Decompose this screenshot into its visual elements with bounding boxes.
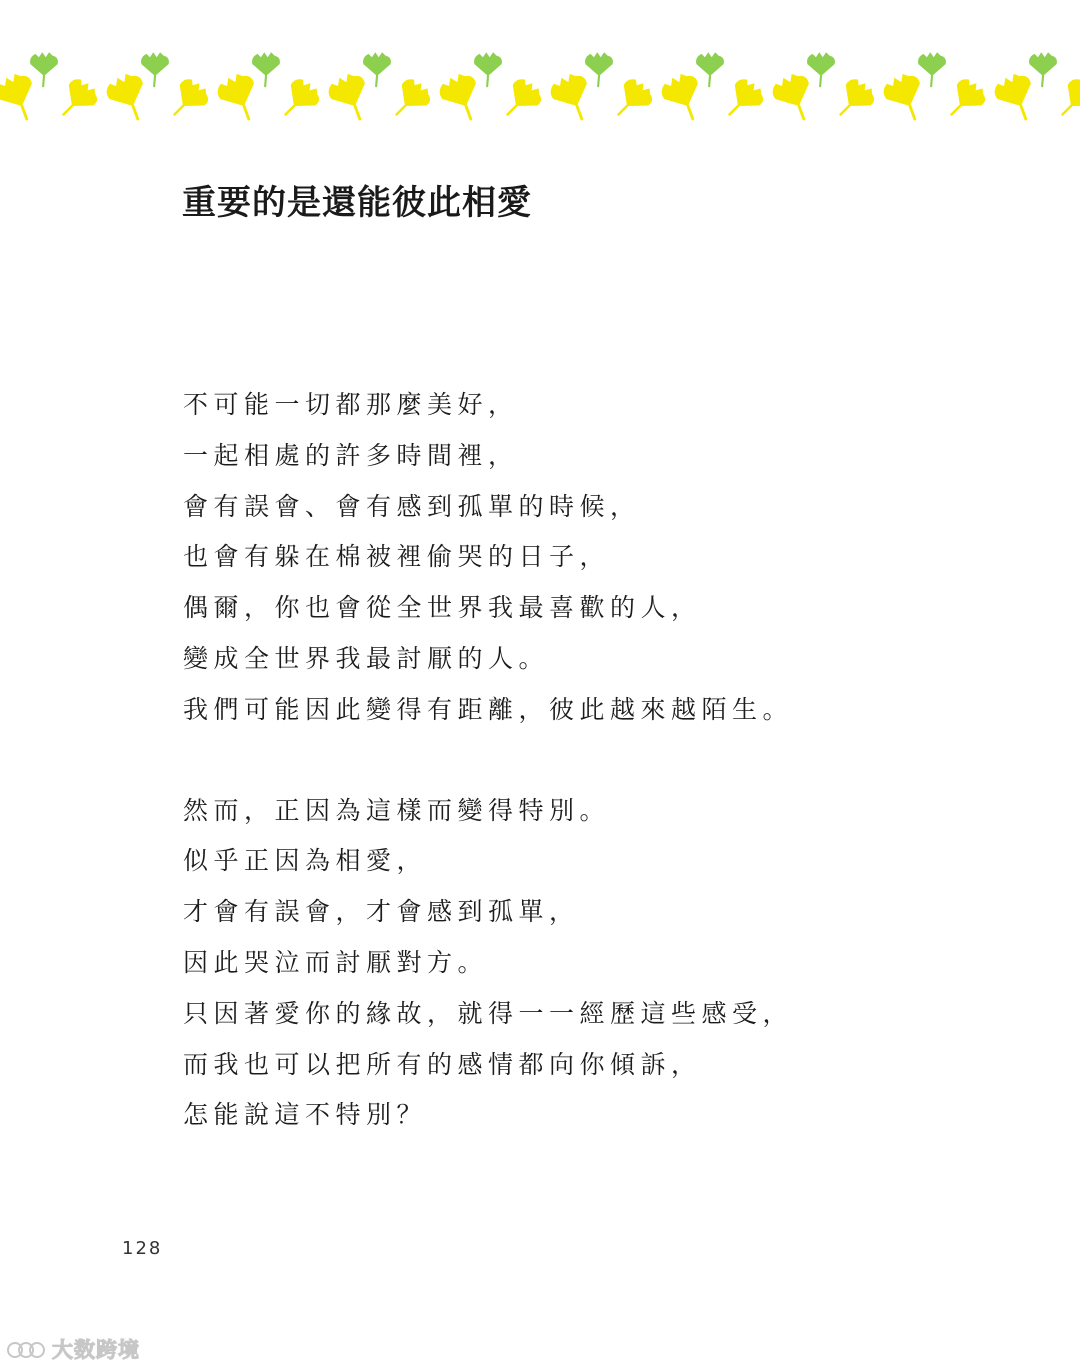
yellow-ginkgo-leaf-icon	[829, 74, 880, 126]
yellow-ginkgo-leaf-icon	[163, 74, 214, 126]
yellow-ginkgo-leaf-icon	[990, 69, 1044, 127]
green-ginkgo-leaf-icon	[696, 52, 724, 86]
poem-line: 只因著愛你的緣故，就得一一經歷這些感受，	[183, 998, 794, 1028]
poem-line: 然而，正因為這樣而變得特別。	[183, 795, 611, 825]
yellow-ginkgo-leaf-icon	[940, 74, 991, 126]
ginkgo-leaf-border	[0, 50, 1080, 140]
yellow-ginkgo-leaf-icon	[52, 74, 103, 126]
yellow-ginkgo-leaf-icon	[0, 69, 45, 127]
green-ginkgo-leaf-icon	[30, 52, 58, 86]
yellow-ginkgo-leaf-icon	[102, 69, 156, 127]
green-ginkgo-leaf-icon	[585, 52, 613, 86]
poem-line: 我們可能因此變得有距離，彼此越來越陌生。	[183, 694, 794, 724]
green-ginkgo-leaf-icon	[474, 52, 502, 86]
yellow-ginkgo-leaf-icon	[546, 69, 600, 127]
yellow-ginkgo-leaf-icon	[385, 74, 436, 126]
yellow-ginkgo-leaf-icon	[435, 69, 489, 127]
yellow-ginkgo-leaf-icon	[496, 74, 547, 126]
green-ginkgo-leaf-icon	[918, 52, 946, 86]
watermark-text: 大数跨境	[52, 1338, 140, 1362]
poem-line: 變成全世界我最討厭的人。	[183, 643, 550, 673]
poem-body	[183, 380, 1043, 1141]
yellow-ginkgo-leaf-icon	[768, 69, 822, 127]
poem-line: 不可能一切都那麼美好，	[183, 390, 519, 419]
stanza-1	[183, 380, 1043, 736]
yellow-ginkgo-leaf-icon	[879, 69, 933, 127]
poem-line: 才會有誤會，才會感到孤單，	[183, 897, 580, 927]
green-ginkgo-leaf-icon	[141, 52, 169, 86]
ginkgo-leaf-border-graphic	[0, 50, 1080, 140]
yellow-ginkgo-leaf-icon	[274, 74, 325, 126]
green-ginkgo-leaf-icon	[1029, 52, 1057, 86]
poem-line: 會有誤會、會有感到孤單的時候，	[183, 491, 641, 521]
yellow-ginkgo-leaf-icon	[607, 74, 658, 126]
poem-line: 似乎正因為相愛，	[183, 846, 428, 876]
poem-line: 因此哭泣而討厭對方。	[183, 947, 489, 977]
green-ginkgo-leaf-icon	[363, 52, 391, 86]
yellow-ginkgo-leaf-icon	[1051, 74, 1080, 126]
page-number: 128	[122, 1238, 163, 1259]
yellow-ginkgo-leaf-icon	[718, 74, 769, 126]
green-ginkgo-leaf-icon	[807, 52, 835, 86]
page-title: 重要的是還能彼此相愛	[182, 182, 532, 223]
poem-line: 也會有躲在棉被裡偷哭的日子，	[183, 542, 611, 572]
yellow-ginkgo-leaf-icon	[657, 69, 711, 127]
green-ginkgo-leaf-icon	[252, 52, 280, 86]
watermark-logo-icon	[6, 1337, 46, 1361]
poem-line: 一起相處的許多時間裡，	[183, 440, 519, 470]
poem-line: 而我也可以把所有的感情都向你傾訴，	[183, 1049, 702, 1079]
poem-line: 偶爾，你也會從全世界我最喜歡的人，	[183, 593, 702, 623]
poem-line: 怎能說這不特別？	[183, 1100, 428, 1130]
yellow-ginkgo-leaf-icon	[324, 69, 378, 127]
watermark	[6, 1334, 140, 1364]
yellow-ginkgo-leaf-icon	[213, 69, 267, 127]
stanza-2	[183, 786, 1043, 1142]
